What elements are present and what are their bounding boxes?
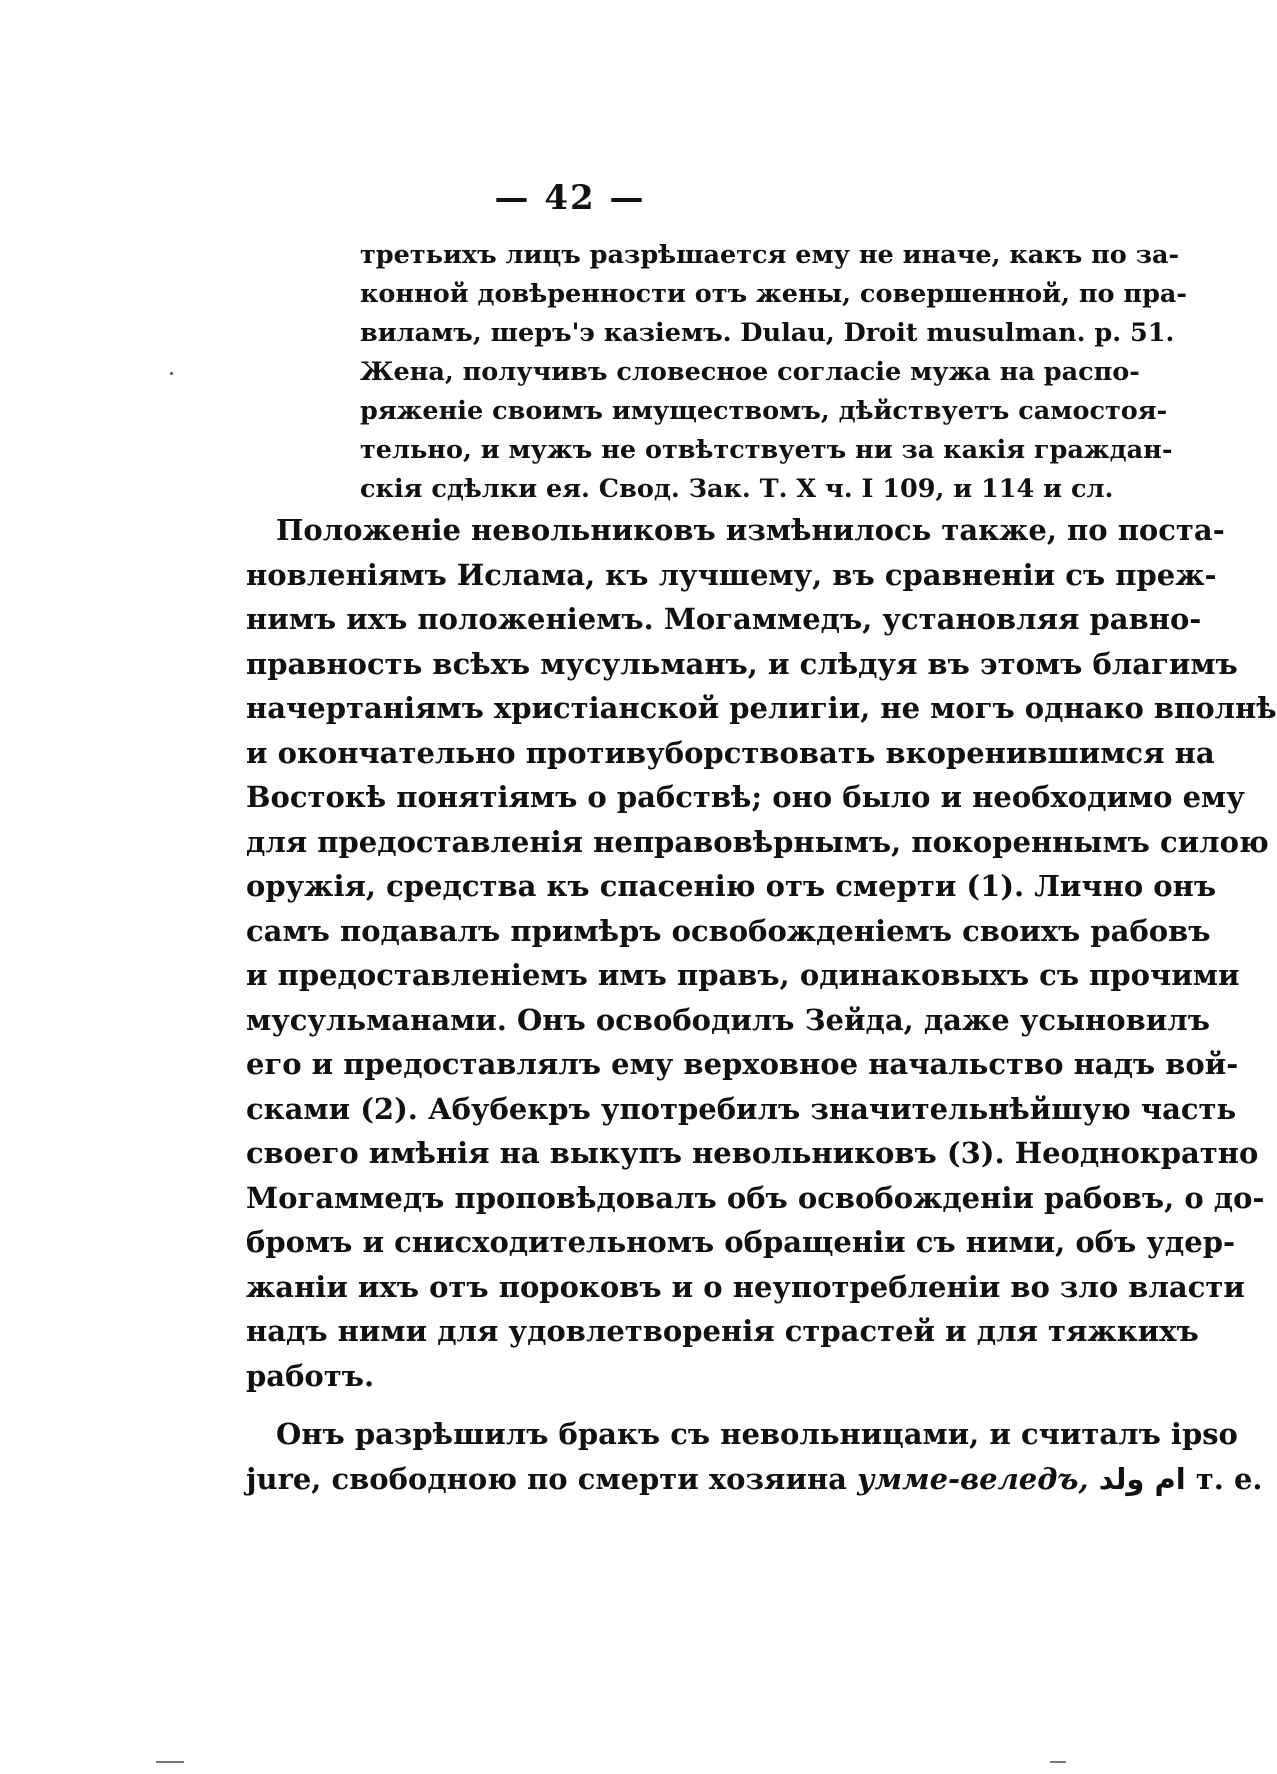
footnote-line: третьихъ лицъ разрѣшается ему не иначе, какъ по за- <box>360 240 1180 270</box>
body-line: Востокѣ понятіямъ о рабствѣ; оно было и необходимо ему <box>246 780 1245 814</box>
main-text <box>246 508 1277 1501</box>
body-line: оружія, средства къ спасенію отъ смерти (1). Лично онъ <box>246 869 1217 903</box>
body-line: новленіямъ Ислама, къ лучшему, въ сравненіи съ преж- <box>246 557 1217 592</box>
body-line: бромъ и снисходительномъ обращеніи съ ними, объ удер- <box>246 1225 1236 1259</box>
body-line: правность всѣхъ мусульманъ, и слѣдуя въ этомъ благимъ <box>246 646 1238 681</box>
body-line: мусульманами. Онъ освободилъ Зейда, даже усыновилъ <box>246 1002 1210 1037</box>
footnote-block <box>360 236 1188 509</box>
scan-edge-mark-right <box>1050 1761 1066 1763</box>
body-line <box>246 1457 1263 1502</box>
paragraph-marriage <box>246 1412 1263 1501</box>
body-line: и предоставленіемъ имъ правъ, одинаковыхъ съ прочими <box>246 958 1240 992</box>
body-line: сками (2). Абубекръ употребилъ значительнѣйшую часть <box>246 1091 1237 1126</box>
footnote-line: скія сдѣлки ея. Свод. Зак. Т. X ч. I 109, и 114 и сл. <box>360 474 1114 504</box>
line-start: jure, свободною по смерти хозяина <box>246 1461 847 1496</box>
footnote-line: конной довѣренности отъ жены, совершенной, по пра- <box>360 279 1188 309</box>
page-number: — 42 — <box>494 178 646 218</box>
footnote-line: виламъ, шеръ'э казіемъ. Dulau, Droit musulman. p. 51. <box>360 318 1175 348</box>
body-line: работъ. <box>246 1358 375 1393</box>
body-line: начертаніямъ христіанской религіи, не могъ однако вполнѣ <box>246 691 1277 725</box>
scan-edge-mark-left <box>156 1761 184 1763</box>
italic-term: умме-веледъ, <box>857 1461 1089 1496</box>
paragraph-slavery <box>246 508 1277 1398</box>
body-line: нимъ ихъ положеніемъ. Могаммедъ, установляя равно- <box>246 602 1202 636</box>
body-line: своего имѣнія на выкупъ невольниковъ (3). Неоднократно <box>246 1136 1259 1170</box>
paragraph-gap <box>246 1398 992 1412</box>
body-line: самъ подавалъ примѣръ освобожденіемъ своихъ рабовъ <box>246 913 1211 948</box>
arabic-term: ام ولد <box>1098 1461 1186 1496</box>
footnote-line: Жена, получивъ словесное согласіе мужа на распо- <box>360 357 1140 387</box>
footnote-line: тельно, и мужъ не отвѣтствуетъ ни за какія граждан- <box>360 435 1173 465</box>
body-line: Положеніе невольниковъ измѣнилось также, по поста- <box>276 513 1225 547</box>
body-line: его и предоставлялъ ему верховное начальство надъ вой- <box>246 1047 1239 1081</box>
scan-speck <box>170 372 173 375</box>
body-line: Онъ разрѣшилъ бракъ съ невольницами, и считалъ ipso <box>276 1417 1238 1451</box>
body-line: жаніи ихъ отъ пороковъ и о неупотребленіи во зло власти <box>246 1269 1245 1304</box>
footnote-line: ряженіе своимъ имуществомъ, дѣйствуетъ самостоя- <box>360 396 1168 426</box>
line-end: т. е. <box>1195 1461 1263 1496</box>
body-line: и окончательно противуборствовать вкоренившимся на <box>246 735 1215 770</box>
body-line: для предоставленія неправовѣрнымъ, покореннымъ силою <box>246 824 1269 859</box>
body-line: надъ ними для удовлетворенія страстей и для тяжкихъ <box>246 1314 1199 1348</box>
body-line: Могаммедъ проповѣдовалъ объ освобожденіи рабовъ, о до- <box>246 1180 1265 1215</box>
